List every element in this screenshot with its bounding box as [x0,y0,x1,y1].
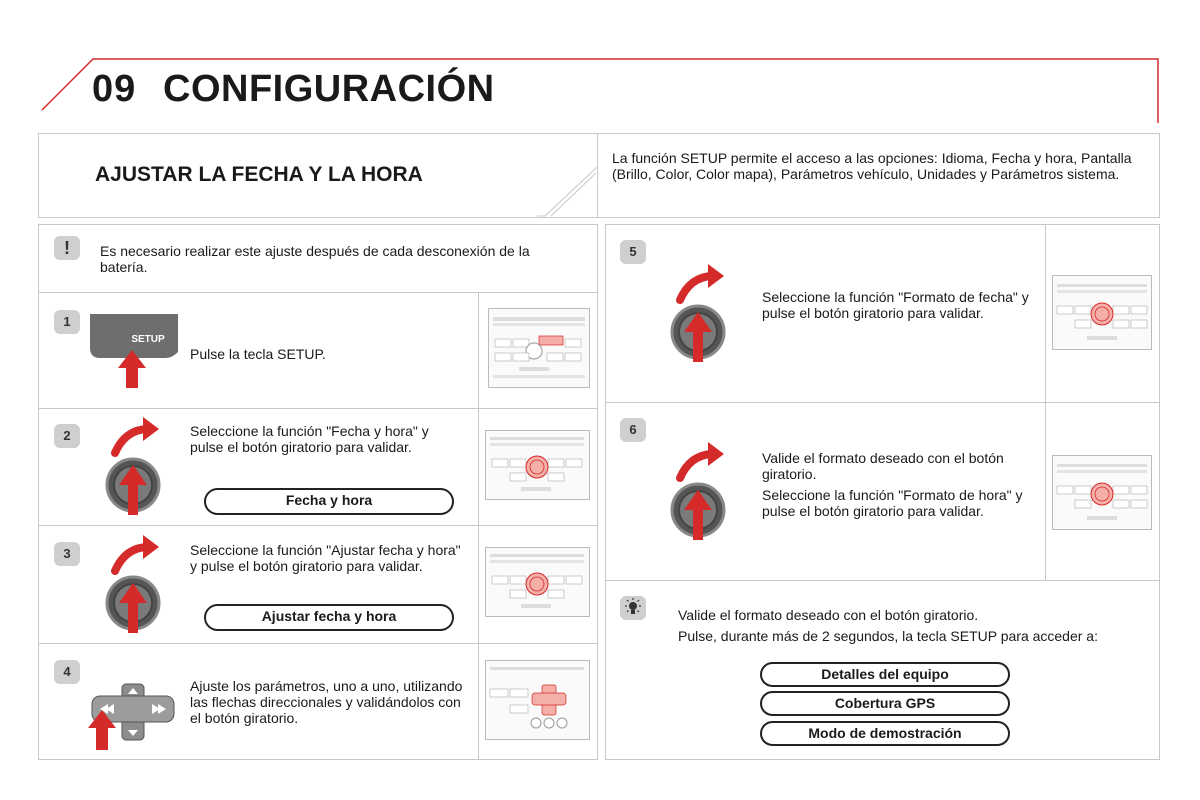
rotary-knob-illustration [668,262,733,367]
warning-badge [54,236,80,260]
direction-pad-illustration [86,680,181,752]
intro-text: La función SETUP permite el acceso a las opciones: Idioma, Fecha y hora, Pantalla (Brillo, Color, Color mapa), Parámetros vehículo, Unidades y Parámetros sistema. [612,150,1132,182]
setup-key-illustration [90,312,185,392]
menu-item-fecha-y-hora[interactable]: Fecha y hora [204,488,454,515]
exclamation-icon: ! [64,238,70,258]
rotate-arrow-icon [680,454,712,478]
radio-panel-thumb-1 [488,308,590,388]
step-2-badge: 2 [54,424,80,448]
rotary-knob-illustration [103,415,168,520]
chapter-number: 09 [92,68,137,110]
warning-text: Es necesario realizar este ajuste después de cada desconexión de la batería. [100,243,530,275]
step-6-badge: 6 [620,418,646,442]
corner-fold [537,167,597,217]
step-2-text: Seleccione la función "Fecha y hora" y pulse el botón giratorio para validar. [190,423,429,455]
step-6-text-2: Seleccione la función "Formato de hora" y pulse el botón giratorio para validar. [762,487,1023,519]
section-title: AJUSTAR LA FECHA Y LA HORA [95,163,423,186]
tip-line-1: Valide el formato deseado con el botón giratorio. [678,607,979,623]
step-4-badge: 4 [54,660,80,684]
chapter-title: CONFIGURACIÓN [163,68,495,110]
step-5-text: Seleccione la función "Formato de fecha" y pulse el botón giratorio para validar. [762,289,1029,321]
menu-item-detalles-del-equipo[interactable]: Detalles del equipo [760,662,1010,687]
setup-key-label: SETUP [131,334,165,345]
radio-panel-thumb-6 [1052,455,1152,530]
rotate-arrow-icon [115,547,147,571]
step-3-text: Seleccione la función "Ajustar fecha y hora" y pulse el botón giratorio para validar. [190,542,461,574]
menu-item-cobertura-gps[interactable]: Cobertura GPS [760,691,1010,716]
menu-item-modo-de-demostracion[interactable]: Modo de demostración [760,721,1010,746]
step-6-text-1: Valide el formato deseado con el botón giratorio. [762,450,1004,482]
rotate-arrow-icon [115,429,147,453]
radio-panel-thumb-3 [485,547,590,617]
step-3-badge: 3 [54,542,80,566]
menu-item-ajustar-fecha-y-hora[interactable]: Ajustar fecha y hora [204,604,454,631]
lightbulb-icon [620,596,646,620]
step-1-text: Pulse la tecla SETUP. [190,346,326,362]
rotate-arrow-icon [680,276,712,300]
radio-panel-thumb-2 [485,430,590,500]
step-1-badge: 1 [54,310,80,334]
rotary-knob-illustration [668,440,733,545]
rotary-knob-illustration [103,533,168,638]
radio-panel-thumb-4 [485,660,590,740]
radio-panel-thumb-5 [1052,275,1152,350]
tip-line-2: Pulse, durante más de 2 segundos, la tecla SETUP para acceder a: [678,628,1098,644]
tip-badge [620,596,646,620]
step-4-text: Ajuste los parámetros, uno a uno, utilizando las flechas direccionales y validándolos con el botón giratorio. [190,678,463,726]
step-5-badge: 5 [620,240,646,264]
